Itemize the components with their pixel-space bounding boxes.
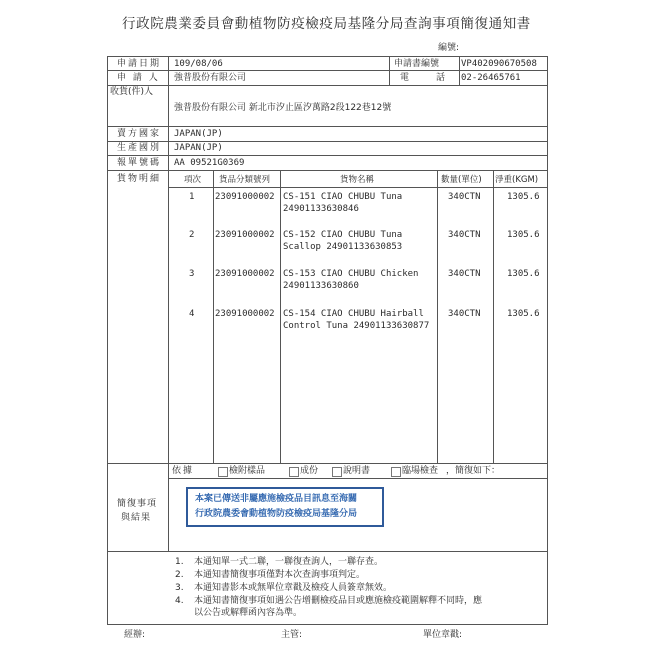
stamp-line-1: 本案已傳送非屬應施檢疫品目訊息至海關: [195, 494, 358, 504]
serial-label: 編號:: [438, 43, 460, 53]
rule-goods-head: [168, 187, 548, 188]
rule-reply-end: [107, 551, 548, 552]
apply-date-label: 申請日期: [117, 59, 162, 69]
label-divider: [168, 56, 169, 551]
reply-suffix: ，簡復如下：: [446, 466, 501, 476]
row4-name2: Control Tuna 24901133630877: [283, 321, 430, 331]
row2-name2: Scallop 24901133630853: [283, 242, 403, 252]
col-item: [213, 170, 214, 463]
header-item: 項次: [184, 175, 202, 185]
option-manual: 說明書: [343, 466, 371, 476]
rule-5: [107, 155, 548, 156]
row4-qty: 340CTN: [448, 309, 481, 319]
reply-label-1: 簡復事項: [117, 499, 158, 509]
row4-item: 4: [189, 309, 195, 319]
seller-country-value: JAPAN(JP): [174, 129, 223, 139]
row2-name1: CS-152 CIAO CHUBU Tuna: [283, 230, 403, 240]
row3-item: 3: [189, 269, 195, 279]
seller-country-label: 賣方國家: [117, 129, 162, 139]
row4-weight: 1305.6: [507, 309, 540, 319]
row4-name1: CS-154 CIAO CHUBU Hairball: [283, 309, 424, 319]
row2-item: 2: [189, 230, 195, 240]
checkbox-inspection[interactable]: [391, 467, 401, 477]
form-title: 行政院農業委員會動植物防疫檢疫局基隆分局查詢事項簡復通知書: [122, 16, 531, 32]
origin-value: JAPAN(JP): [174, 143, 223, 153]
footer-seal: 單位章戳:: [423, 630, 463, 640]
basis-label: 依據: [172, 466, 195, 476]
frame-right: [547, 56, 548, 624]
stamp-line-2: 行政院農委會動植物防疫檢疫局基隆分局: [195, 509, 358, 519]
row3-qty: 340CTN: [448, 269, 481, 279]
applicant-value: 強普股份有限公司: [174, 73, 247, 83]
col-qty: [493, 170, 494, 463]
reply-stamp: [186, 487, 384, 527]
note-3-num: 3.: [175, 583, 184, 593]
col-code: [280, 170, 281, 463]
rule-2: [107, 85, 548, 86]
row1-item: 1: [189, 192, 195, 202]
note-3-text: 本通知書影本或無單位章戳及檢疫人員簽章無效。: [194, 583, 393, 593]
option-ingredient: 成份: [300, 466, 319, 476]
checkbox-ingredient[interactable]: [289, 467, 299, 477]
row3-code: 23091000002: [215, 269, 275, 279]
mid-divider-top2: [459, 56, 460, 85]
row1-name2: 24901133630846: [283, 204, 359, 214]
form-no-value: VP402090670508: [461, 59, 537, 69]
rule-notes-end: [107, 624, 548, 625]
consignee-value: 強普股份有限公司 新北市汐止區汐萬路2段122巷12號: [174, 103, 392, 113]
footer-handler: 經辦:: [124, 630, 146, 640]
consignee-label: 收貨(件)人: [110, 87, 154, 97]
note-2-num: 2.: [175, 570, 184, 580]
reply-label-2: 與結果: [121, 513, 152, 523]
form-no-label: 申請書編號: [394, 59, 440, 69]
note-4-text-2: 以公告或解釋函內容為準。: [194, 608, 303, 618]
header-qty: 數量(單位): [441, 175, 482, 185]
declaration-no-value: AA 09521G0369: [174, 158, 245, 168]
rule-goods-end: [107, 463, 548, 464]
note-1-text: 本通知單一式二聯，一聯復查詢人，一聯存查。: [194, 557, 384, 567]
header-code: 貨品分類號列: [219, 175, 271, 185]
row1-name1: CS-151 CIAO CHUBU Tuna: [283, 192, 403, 202]
option-sample: 檢附樣品: [229, 466, 266, 476]
checkbox-manual[interactable]: [332, 467, 342, 477]
origin-label: 生產國別: [117, 143, 162, 153]
row2-qty: 340CTN: [448, 230, 481, 240]
row3-name2: 24901133630860: [283, 281, 359, 291]
footer-supervisor: 主管:: [281, 630, 303, 640]
col-name: [437, 170, 438, 463]
row4-code: 23091000002: [215, 309, 275, 319]
header-weight: 淨重(KGM): [495, 175, 539, 185]
apply-date-value: 109/08/06: [174, 59, 223, 69]
option-inspection: 臨場檢查: [402, 466, 439, 476]
note-2-text: 本通知書簡復事項僅對本次查詢事項判定。: [194, 570, 366, 580]
row2-weight: 1305.6: [507, 230, 540, 240]
row3-weight: 1305.6: [507, 269, 540, 279]
row2-code: 23091000002: [215, 230, 275, 240]
rule-4: [107, 141, 548, 142]
note-4-text: 本通知書簡復事項如遇公告增刪檢疫品目或應施檢疫範圍解釋不同時，應: [194, 596, 483, 606]
applicant-label: 申 請 人: [117, 73, 160, 83]
row3-name1: CS-153 CIAO CHUBU Chicken: [283, 269, 419, 279]
rule-1: [107, 70, 548, 71]
row1-qty: 340CTN: [448, 192, 481, 202]
phone-value: 02-26465761: [461, 73, 521, 83]
header-name: 貨物名稱: [340, 175, 375, 185]
row1-code: 23091000002: [215, 192, 275, 202]
rule-6: [107, 170, 548, 171]
goods-section-label: 貨物明細: [117, 174, 162, 184]
declaration-no-label: 報單號碼: [117, 158, 162, 168]
mid-divider-top: [389, 56, 390, 85]
note-4-num: 4.: [175, 596, 184, 606]
rule-top: [107, 56, 548, 57]
frame-left: [107, 56, 108, 624]
row1-weight: 1305.6: [507, 192, 540, 202]
phone-label: 電 話: [400, 73, 446, 83]
note-1-num: 1.: [175, 557, 184, 567]
rule-3: [107, 126, 548, 127]
checkbox-sample[interactable]: [218, 467, 228, 477]
rule-basis: [168, 478, 548, 479]
